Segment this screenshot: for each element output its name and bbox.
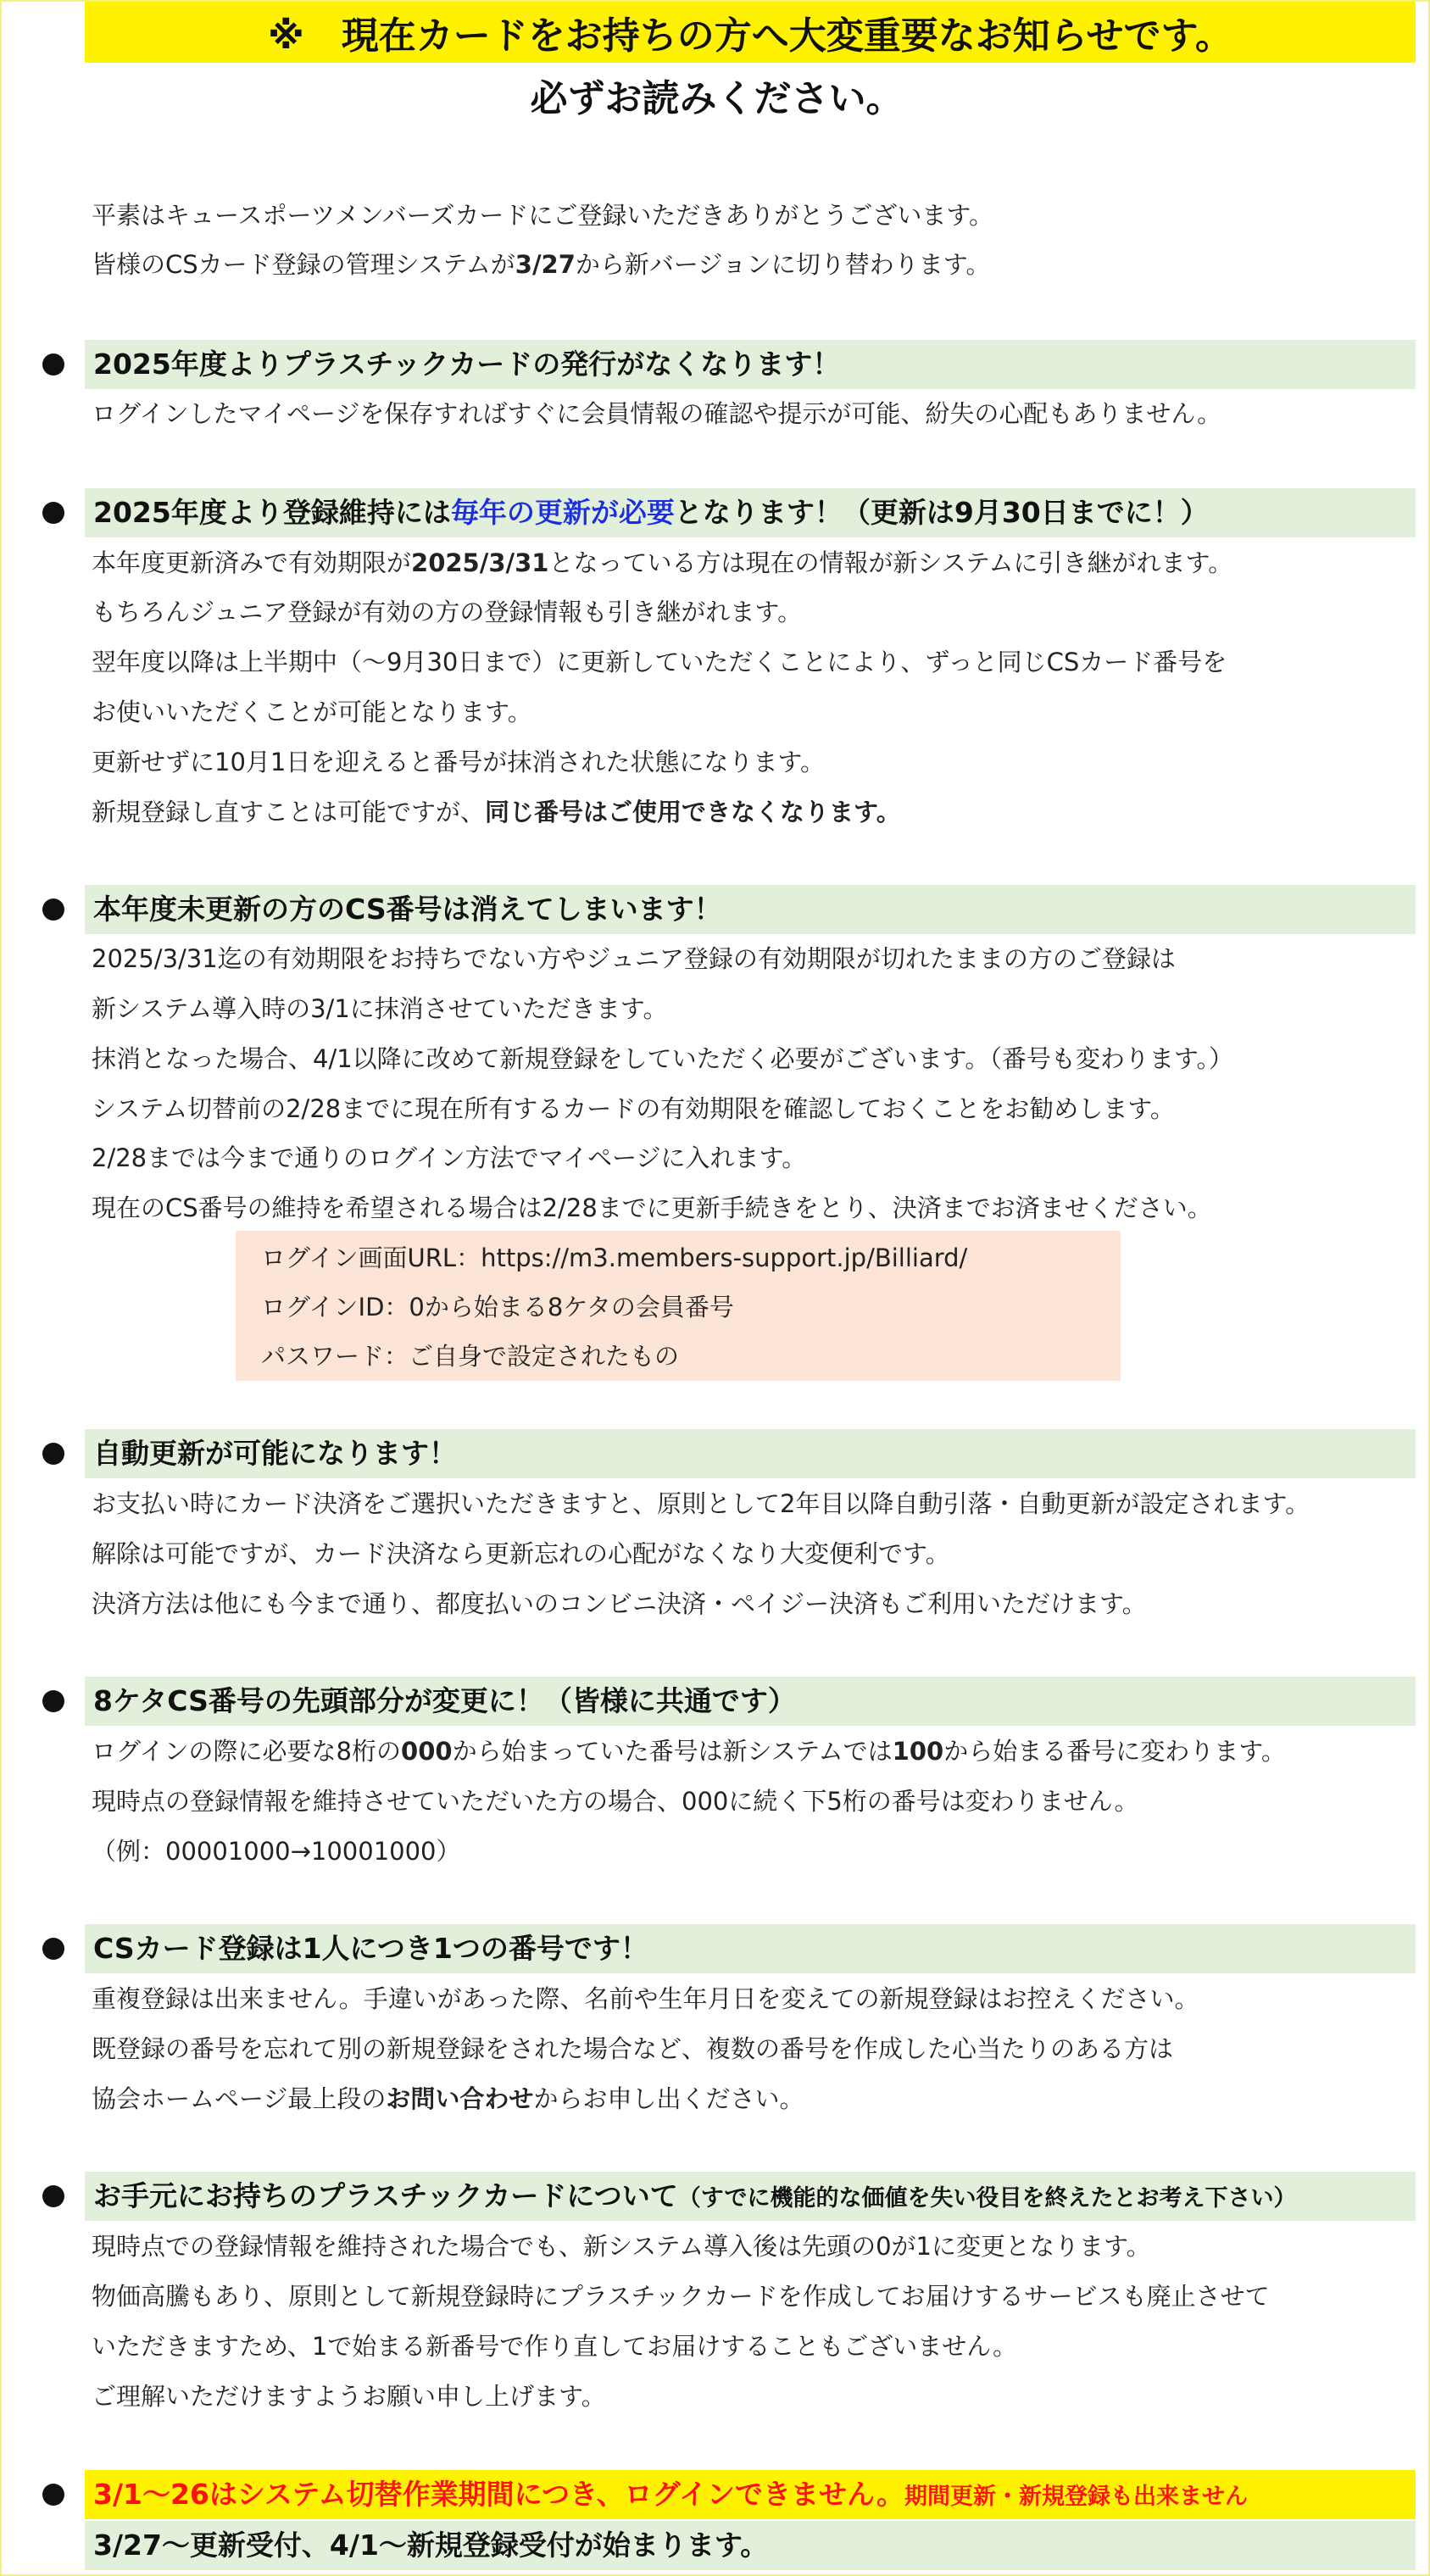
section-text: お使いいただくことが可能となります。 — [92, 698, 532, 726]
section-text: 物価高騰もあり、原則として新規登録時にプラスチックカードを作成してお届けするサービスも廃止させて — [92, 2282, 1270, 2311]
section-text: 翌年度以降は上半期中（～9月30日まで）に更新していただくことにより、ずっと同じCSカード番号を — [92, 648, 1227, 676]
bullet-icon — [42, 1690, 64, 1712]
section-heading-alert: 3/1～26はシステム切替作業期間につき、ログインできません。期間更新・新規登録も出来ません — [85, 2470, 1416, 2519]
section-text: 更新せずに10月1日を迎えると番号が抹消された状態になります。 — [92, 748, 826, 776]
title-banner — [85, 2, 1416, 63]
section-text: いただきますため、1で始まる新番号で作り直してお届けすることもございません。 — [92, 2332, 1018, 2361]
section-text: 解除は可能ですが、カード決済なら更新忘れの心配がなくなり大変便利です。 — [92, 1539, 950, 1568]
section-text: お支払い時にカード決済をご選択いただきますと、原則として2年目以降自動引落・自動更新が設定されます。 — [92, 1489, 1310, 1518]
section-text: ご理解いただけますようお願い申し上げます。 — [92, 2382, 606, 2411]
section-heading: 8ケタCS番号の先頭部分が変更に！（皆様に共通です） — [85, 1677, 1416, 1726]
bullet-icon — [42, 1443, 64, 1465]
section-text: 決済方法は他にも今まで通り、都度払いのコンビニ決済・ペイジー決済もご利用いただけます。 — [92, 1589, 1147, 1618]
bullet-icon — [42, 502, 64, 524]
section-text: もちろんジュニア登録が有効の方の登録情報も引き継がれます。 — [92, 598, 803, 626]
intro-line-2: 皆様のCSカード登録の管理システムが3/27から新バージョンに切り替わります。 — [92, 250, 991, 279]
section-text: 抹消となった場合、4/1以降に改めて新規登録をしていただく必要がございます。（番号も変わります。） — [92, 1044, 1234, 1073]
section-text: 2025/3/31迄の有効期限をお持ちでない方やジュニア登録の有効期限が切れたままの方のご登録は — [92, 944, 1176, 973]
section-text: 新規登録し直すことは可能ですが、同じ番号はご使用できなくなります。 — [92, 798, 901, 826]
section-text: 新システム導入時の3/1に抹消させていただきます。 — [92, 994, 668, 1023]
section-text: 本年度更新済みで有効期限が2025/3/31となっている方は現在の情報が新システムに引き継がれます。 — [92, 548, 1233, 577]
section-heading: CSカード登録は1人につき1つの番号です！ — [85, 1924, 1416, 1973]
section-text: システム切替前の2/28までに現在所有するカードの有効期限を確認しておくことをお勧めします。 — [92, 1094, 1175, 1123]
section-text: 既登録の番号を忘れて別の新規登録をされた場合など、複数の番号を作成した心当たりのある方は — [92, 2034, 1174, 2063]
section-text: 重複登録は出来ません。手違いがあった際、名前や生年月日を変えての新規登録はお控えください。 — [92, 1984, 1199, 2013]
intro-line-1: 平素はキュースポーツメンバーズカードにご登録いただきありがとうございます。 — [92, 201, 994, 230]
bullet-icon — [42, 2185, 64, 2207]
login-info-box — [236, 1231, 1121, 1381]
section-text: ログインの際に必要な8桁の000から始まっていた番号は新システムでは100から始まる番号に変わります。 — [92, 1737, 1286, 1766]
section-text: 現時点での登録情報を維持された場合でも、新システム導入後は先頭の0が1に変更となります。 — [92, 2232, 1151, 2261]
bullet-icon — [42, 2484, 64, 2506]
section-text: （例：00001000→10001000） — [92, 1837, 461, 1866]
section-heading: 2025年度より登録維持には毎年の更新が必要となります！（更新は9月30日までに！） — [85, 488, 1416, 537]
bullet-icon — [42, 353, 64, 376]
section-text: 2/28までは今まで通りのログイン方法でマイページに入れます。 — [92, 1143, 807, 1172]
bullet-icon — [42, 899, 64, 921]
login-id: ログインID：0から始まる8ケタの会員番号 — [261, 1293, 734, 1321]
section-text: 現時点の登録情報を維持させていただいた方の場合、000に続く下5桁の番号は変わりません。 — [92, 1787, 1139, 1816]
login-password: パスワード：ご自身で設定されたもの — [261, 1342, 680, 1371]
page-title: ※ 現在カードをお持ちの方へ大変重要なお知らせです。 — [268, 14, 1232, 58]
section-text: 協会ホームページ最上段のお問い合わせからお申し出ください。 — [92, 2084, 804, 2113]
section-text: ログインしたマイページを保存すればすぐに会員情報の確認や提示が可能、紛失の心配もありません。 — [92, 399, 1222, 428]
section-heading: 本年度未更新の方のCS番号は消えてしまいます！ — [85, 885, 1416, 934]
section-text-highlight: 3/27～更新受付、4/1～新規登録受付が始まります。 — [85, 2521, 1416, 2570]
section-heading: 2025年度よりプラスチックカードの発行がなくなります！ — [85, 340, 1416, 389]
section-heading: 自動更新が可能になります！ — [85, 1429, 1416, 1478]
section-text: 現在のCS番号の維持を希望される場合は2/28までに更新手続きをとり、決済までお済ませください。 — [92, 1193, 1212, 1222]
page-subtitle: 必ずお読みください。 — [530, 77, 904, 120]
login-url: ログイン画面URL：https://m3.members-support.jp/Billiard/ — [261, 1243, 968, 1272]
section-heading: お手元にお持ちのプラスチックカードについて（すでに機能的な価値を失い役目を終えたとお考え下さい） — [85, 2172, 1416, 2221]
bullet-icon — [42, 1938, 64, 1960]
